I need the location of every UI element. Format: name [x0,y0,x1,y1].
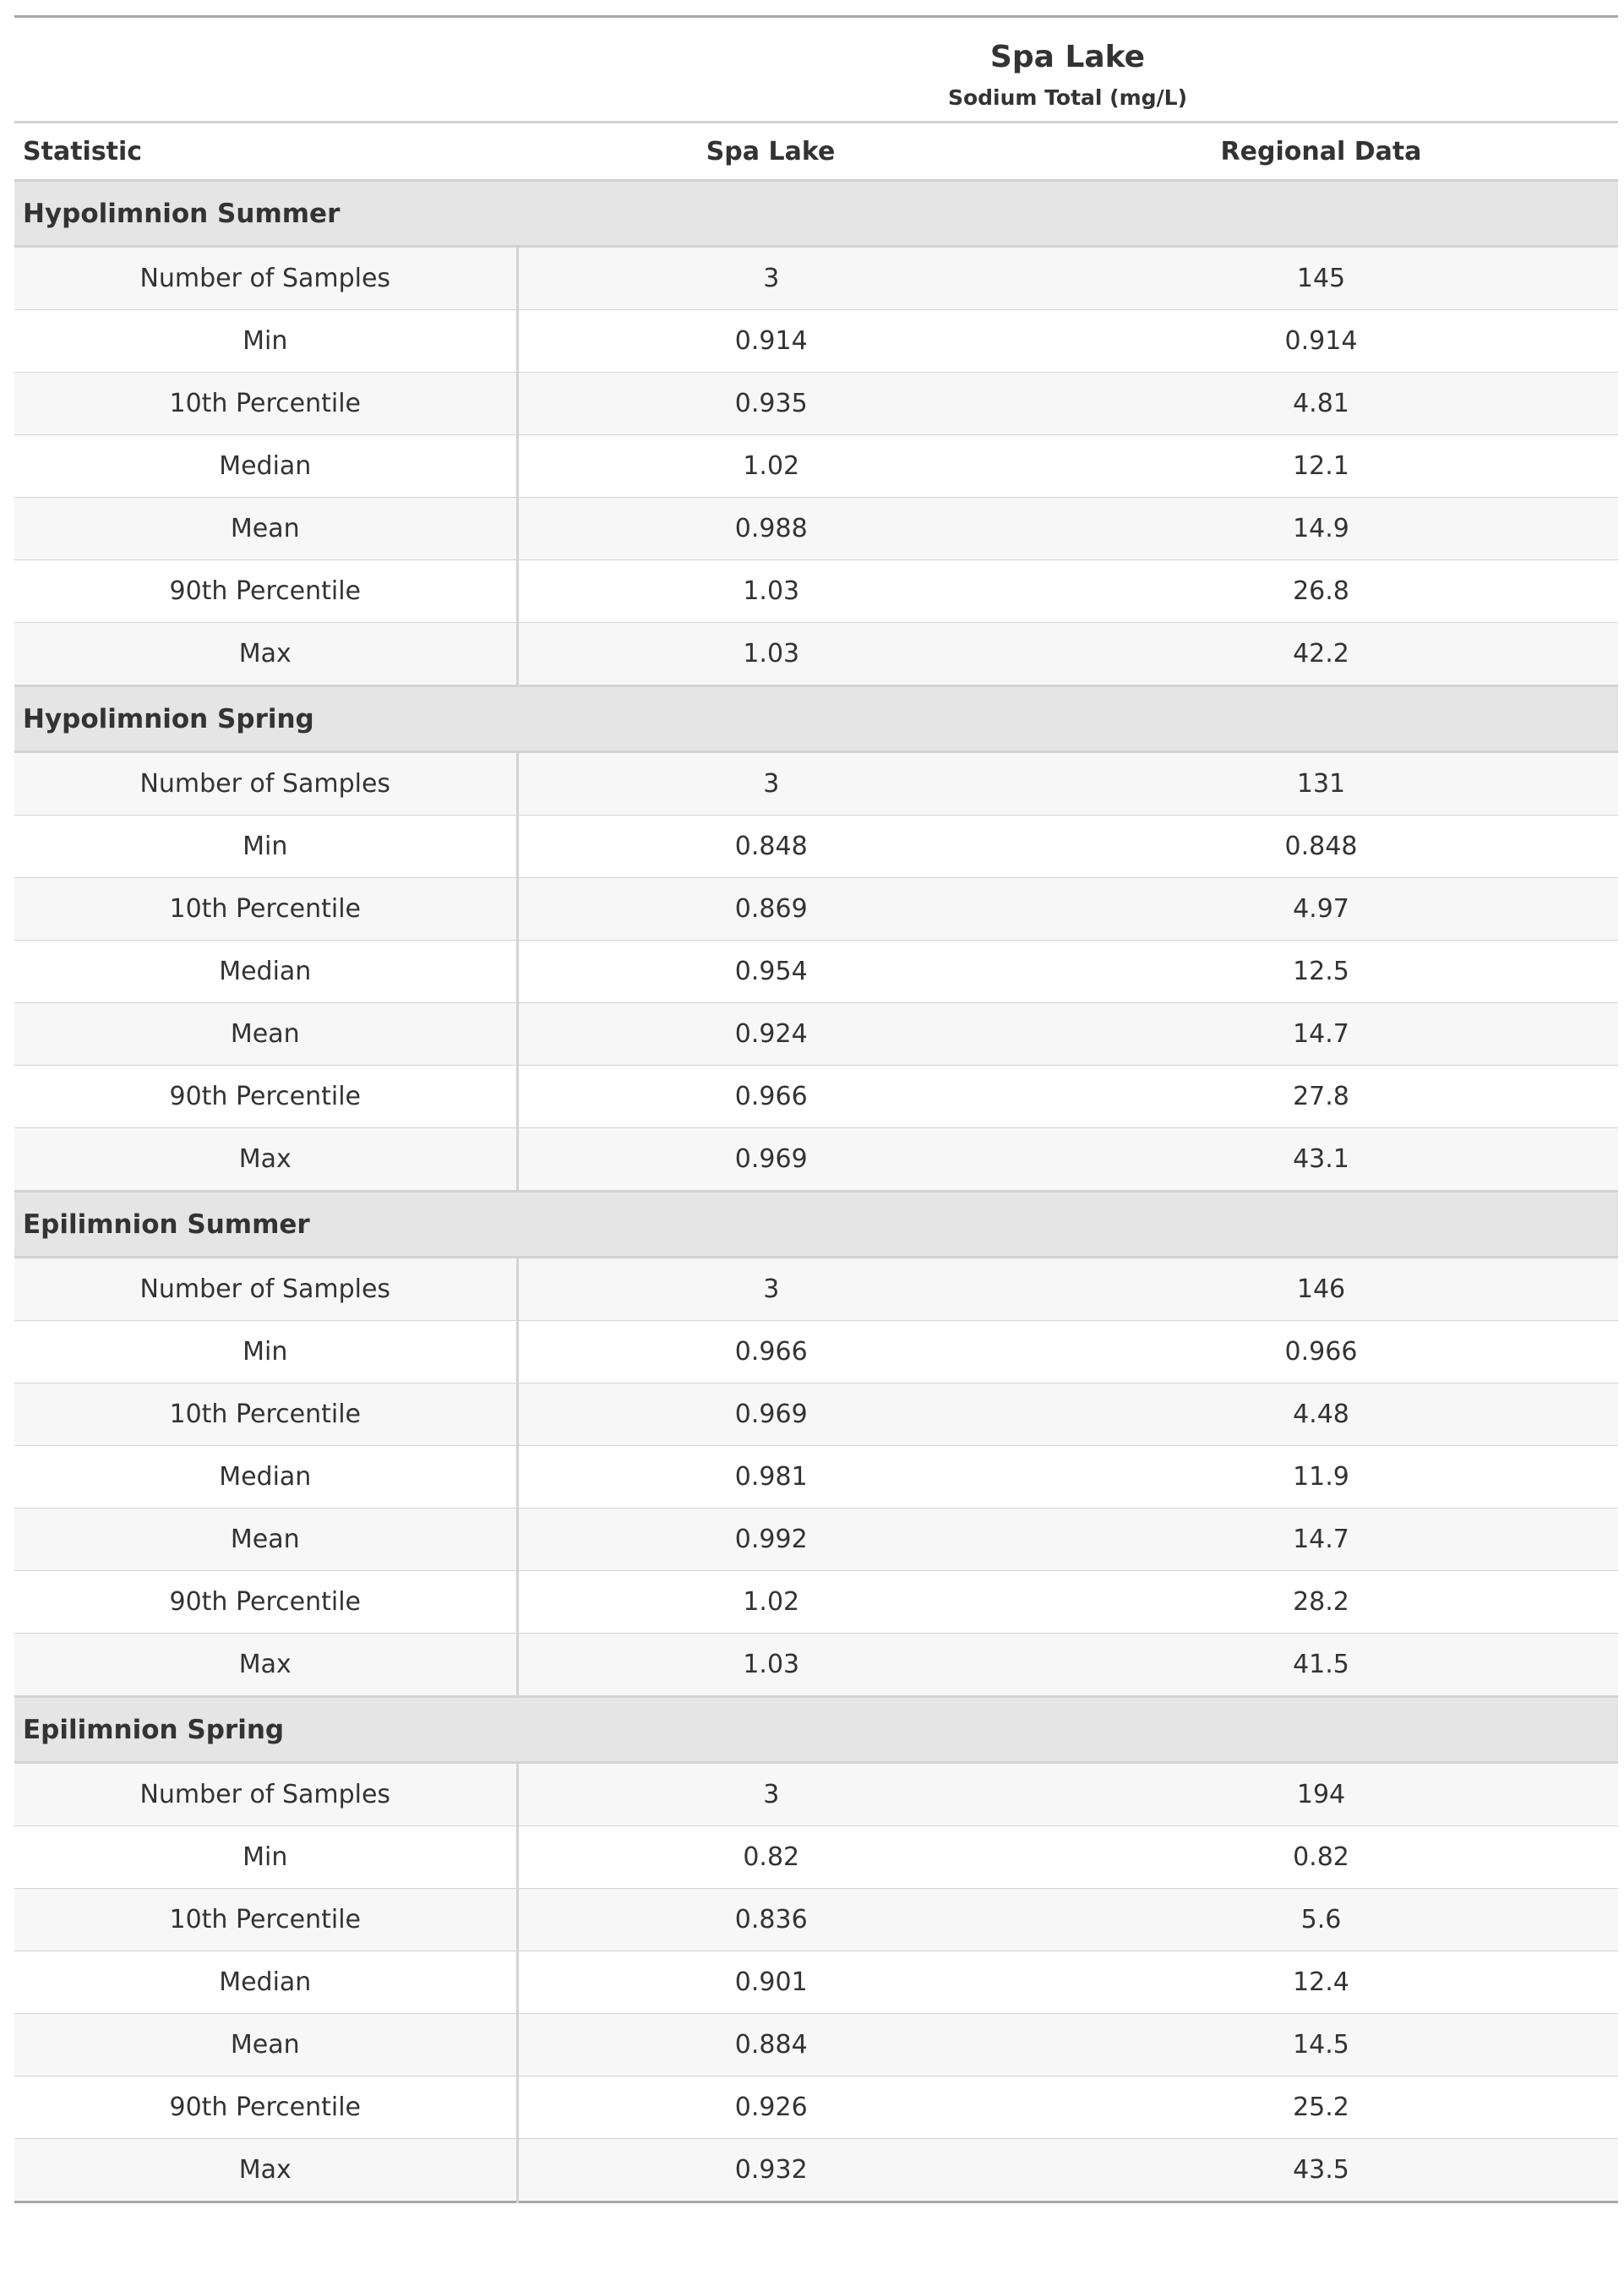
group-header-row [14,181,1618,247]
cell-regional-data: 28.2 [1024,1571,1618,1634]
table-row [14,623,1618,686]
cell-statistic: Median [14,1951,517,2014]
cell-statistic: Number of Samples [14,1763,517,1826]
cell-statistic: Max [14,1634,517,1697]
cell-spa-lake: 0.992 [517,1509,1024,1571]
cell-statistic: Min [14,816,517,878]
table-row [14,1446,1618,1509]
cell-spa-lake: 0.924 [517,1003,1024,1066]
cell-regional-data: 14.7 [1024,1003,1618,1066]
cell-regional-data: 14.7 [1024,1509,1618,1571]
cell-statistic: Mean [14,1003,517,1066]
cell-spa-lake: 0.884 [517,2014,1024,2076]
title-cell [517,17,1618,123]
cell-regional-data: 41.5 [1024,1634,1618,1697]
cell-spa-lake: 0.969 [517,1383,1024,1446]
table-row [14,310,1618,373]
cell-regional-data: 5.6 [1024,1889,1618,1951]
table-row [14,752,1618,816]
title-spacer [14,17,517,123]
cell-regional-data: 0.914 [1024,310,1618,373]
table-title: Spa Lake [989,40,1146,75]
cell-spa-lake: 0.935 [517,373,1024,435]
cell-spa-lake: 0.966 [517,1321,1024,1383]
cell-spa-lake: 3 [517,1763,1024,1826]
cell-statistic: Number of Samples [14,247,517,310]
cell-statistic: 90th Percentile [14,560,517,623]
title-row [14,17,1618,123]
cell-regional-data: 26.8 [1024,560,1618,623]
cell-regional-data: 194 [1024,1763,1618,1826]
table-row [14,941,1618,1003]
cell-spa-lake: 0.969 [517,1128,1024,1192]
group-header-label: Epilimnion Summer [14,1192,1618,1258]
group-header-label: Epilimnion Spring [14,1697,1618,1763]
table-row [14,1066,1618,1128]
table-row [14,1889,1618,1951]
table-row [14,1571,1618,1634]
cell-spa-lake: 0.966 [517,1066,1024,1128]
cell-statistic: Max [14,2139,517,2202]
cell-spa-lake: 3 [517,752,1024,816]
column-header-statistic: Statistic [14,123,517,181]
column-header-spa-lake: Spa Lake [517,123,1024,181]
cell-regional-data: 11.9 [1024,1446,1618,1509]
cell-regional-data: 42.2 [1024,623,1618,686]
table-row [14,1826,1618,1889]
cell-regional-data: 0.966 [1024,1321,1618,1383]
table-row [14,1128,1618,1192]
cell-statistic: 10th Percentile [14,1383,517,1446]
cell-regional-data: 25.2 [1024,2076,1618,2139]
group-header-row [14,1192,1618,1258]
column-header-regional-data: Regional Data [1024,123,1618,181]
cell-regional-data: 14.9 [1024,498,1618,560]
table-row [14,1258,1618,1321]
cell-statistic: 90th Percentile [14,1571,517,1634]
cell-statistic: 90th Percentile [14,1066,517,1128]
cell-statistic: Number of Samples [14,752,517,816]
table-row [14,1321,1618,1383]
group-header-label: Hypolimnion Spring [14,686,1618,752]
cell-statistic: Max [14,1128,517,1192]
table-row [14,2014,1618,2076]
table-row [14,373,1618,435]
table-row [14,560,1618,623]
group-header-row [14,1697,1618,1763]
cell-regional-data: 43.5 [1024,2139,1618,2202]
cell-regional-data: 12.4 [1024,1951,1618,2014]
table-row [14,1634,1618,1697]
cell-spa-lake: 0.848 [517,816,1024,878]
cell-spa-lake: 0.954 [517,941,1024,1003]
table-row [14,1763,1618,1826]
cell-spa-lake: 0.836 [517,1889,1024,1951]
cell-statistic: Mean [14,498,517,560]
cell-statistic: Number of Samples [14,1258,517,1321]
group-header-label: Hypolimnion Summer [14,181,1618,247]
stats-table-container [14,15,1618,2203]
table-subtitle: Sodium Total (mg/L) [947,85,1188,111]
cell-statistic: Median [14,435,517,498]
table-row [14,816,1618,878]
cell-regional-data: 27.8 [1024,1066,1618,1128]
cell-statistic: 10th Percentile [14,373,517,435]
cell-regional-data: 4.81 [1024,373,1618,435]
cell-regional-data: 4.97 [1024,878,1618,941]
cell-statistic: Mean [14,1509,517,1571]
cell-spa-lake: 0.901 [517,1951,1024,2014]
cell-statistic: Min [14,1826,517,1889]
cell-spa-lake: 0.914 [517,310,1024,373]
cell-regional-data: 131 [1024,752,1618,816]
table-head [14,17,1618,181]
cell-spa-lake: 1.03 [517,560,1024,623]
cell-statistic: Median [14,941,517,1003]
cell-spa-lake: 1.02 [517,435,1024,498]
cell-spa-lake: 1.02 [517,1571,1024,1634]
cell-statistic: Max [14,623,517,686]
cell-spa-lake: 3 [517,247,1024,310]
table-row [14,1509,1618,1571]
table-row [14,2139,1618,2202]
group-header-row [14,686,1618,752]
table-row [14,2076,1618,2139]
cell-spa-lake: 0.869 [517,878,1024,941]
cell-statistic: 10th Percentile [14,878,517,941]
cell-statistic: 10th Percentile [14,1889,517,1951]
cell-spa-lake: 0.932 [517,2139,1024,2202]
table-row [14,878,1618,941]
cell-spa-lake: 0.82 [517,1826,1024,1889]
cell-regional-data: 12.1 [1024,435,1618,498]
cell-regional-data: 0.82 [1024,1826,1618,1889]
table-row [14,1383,1618,1446]
table-body [14,181,1618,2202]
cell-regional-data: 0.848 [1024,816,1618,878]
column-header-row [14,123,1618,181]
cell-statistic: Mean [14,2014,517,2076]
cell-statistic: Median [14,1446,517,1509]
cell-spa-lake: 1.03 [517,623,1024,686]
stats-table [14,15,1618,2203]
cell-regional-data: 4.48 [1024,1383,1618,1446]
table-row [14,1003,1618,1066]
cell-regional-data: 43.1 [1024,1128,1618,1192]
table-row [14,1951,1618,2014]
cell-regional-data: 14.5 [1024,2014,1618,2076]
table-row [14,247,1618,310]
cell-regional-data: 12.5 [1024,941,1618,1003]
cell-statistic: 90th Percentile [14,2076,517,2139]
table-row [14,435,1618,498]
cell-regional-data: 146 [1024,1258,1618,1321]
table-row [14,498,1618,560]
cell-spa-lake: 3 [517,1258,1024,1321]
cell-statistic: Min [14,1321,517,1383]
cell-spa-lake: 0.988 [517,498,1024,560]
cell-spa-lake: 0.926 [517,2076,1024,2139]
cell-regional-data: 145 [1024,247,1618,310]
cell-spa-lake: 0.981 [517,1446,1024,1509]
cell-statistic: Min [14,310,517,373]
cell-spa-lake: 1.03 [517,1634,1024,1697]
